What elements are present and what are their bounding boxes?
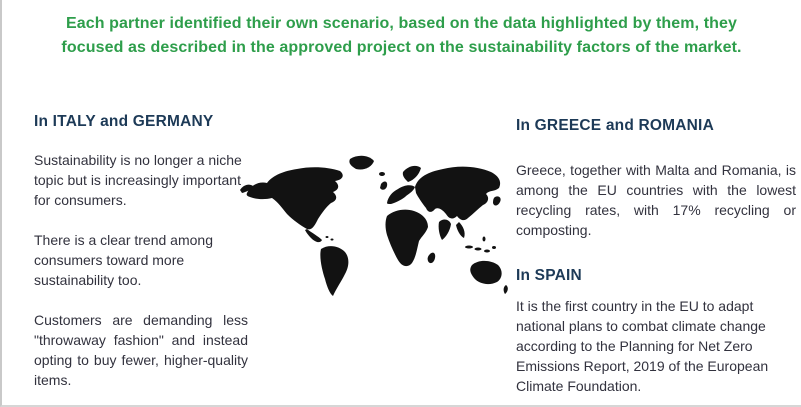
paragraph-italy-germany-3: Customers are demanding less "throwaway fashion" and instead opting to buy fewer, higher-quality items. (34, 312, 248, 388)
section-italy-germany (34, 112, 248, 390)
heading-italy-germany: In ITALY and GERMANY (34, 113, 214, 130)
world-map-icon (238, 150, 508, 302)
heading-spain: In SPAIN (516, 267, 582, 284)
paragraph-greece-romania: Greece, together with Malta and Romania, is among the EU countries with the lowest recycling rates, with 17% recycling or composting. (516, 162, 796, 238)
paragraph-italy-germany-2: There is a clear trend among consumers toward more sustainability too. (34, 232, 213, 288)
heading-greece-romania: In GREECE and ROMANIA (516, 117, 714, 134)
paragraph-spain: It is the first country in the EU to adapt national plans to combat climate change according to the Planning for Net Zero Emissions Report, 2019 of the European Climate Foundation. (516, 298, 769, 394)
section-right-column (516, 116, 796, 396)
paragraph-italy-germany-1: Sustainability is no longer a niche topic but is increasingly important for consumers. (34, 152, 242, 208)
slide-title: Each partner identified their own scenario, based on the data highlighted by them, they focused as described in the approved project on the sustainability factors of the market. (61, 15, 742, 56)
